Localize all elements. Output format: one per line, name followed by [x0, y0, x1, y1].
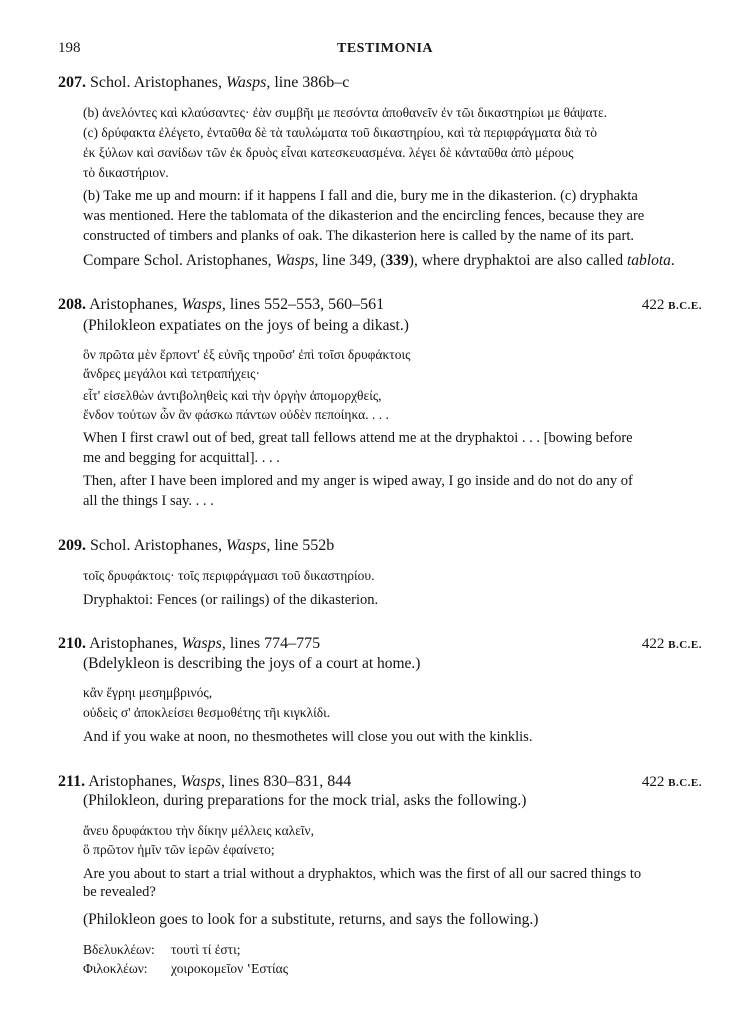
entry-subtitle: (Bdelykleon is describing the joys of a court at home.): [83, 655, 421, 672]
date-label: 422 B.C.E.: [641, 636, 702, 652]
translation-line: Dryphaktoi: Fences (or railings) of the dikasterion.: [83, 592, 379, 608]
translation-line: all the things I say. . . .: [83, 493, 214, 509]
translation-line: was mentioned. Here the tablomata of the dikasterion and the encircling fences, because they are: [83, 208, 645, 224]
entry-subtitle: (Philokleon expatiates on the joys of being a dikast.): [83, 317, 409, 334]
greek-line: ἄνδρες μεγάλοι καὶ τετραπήχεις·: [83, 366, 261, 381]
greek-line: ὃν πρῶτα μὲν ἕρποντ' ἐξ εὐνῆς τηροῦσ' ἐπὶ τοῖσι δρυφάκτοις: [83, 347, 411, 362]
stage-note: (Philokleon goes to look for a substitute, returns, and says the following.): [83, 911, 539, 928]
greek-line: (b) ἀνελόντες καὶ κλαύσαντες· ἐὰν συμβῆι με πεσόντα ἀποθανεῖν ἐν τῶι δικαστηρίωι με θάψατε.: [83, 105, 608, 120]
compare-note: Compare Schol. Aristophanes, Wasps, line 349, (339), where dryphaktoi are also called tablota.: [83, 252, 675, 269]
dialogue-line: τουτὶ τί ἐστι;: [171, 942, 241, 957]
greek-line: ἄνευ δρυφάκτου τὴν δίκην μέλλεις καλεῖν,: [83, 823, 314, 838]
entry-heading: 208. Aristophanes, Wasps, lines 552–553, 560–561: [58, 296, 385, 313]
dialogue-line: χοιροκομεῖον ʽΕστίας: [171, 961, 289, 976]
greek-line: ὃ πρῶτον ἡμῖν τῶν ἱερῶν ἐφαίνετο;: [83, 842, 275, 857]
date-label: 422 B.C.E.: [641, 774, 702, 790]
running-title: TESTIMONIA: [337, 41, 434, 56]
greek-line: εἶτ' εἰσελθὼν ἀντιβοληθεὶς καὶ τὴν ὀργὴν ἀπομορχθείς,: [83, 388, 382, 403]
greek-line: (c) δρύφακτα ἐλέγετο, ἐνταῦθα δὲ τὰ ταυλώματα τοῦ δικαστηρίου, καὶ τὰ περιφράγματα διὰ τὸ: [83, 125, 597, 140]
date-label: 422 B.C.E.: [641, 297, 702, 313]
greek-line: ἔνδον τούτων ὧν ἂν φάσκω πάντων οὐδὲν πεποίηκα. . . .: [83, 407, 389, 422]
entry-number: 207.: [58, 74, 86, 91]
page-number: 198: [58, 40, 81, 56]
translation-line: Then, after I have been implored and my anger is wiped away, I go inside and do not do any of: [83, 473, 633, 489]
entry-number: 209.: [58, 537, 86, 554]
entry-heading: 211. Aristophanes, Wasps, lines 830–831, 844: [58, 773, 352, 790]
translation-line: (b) Take me up and mourn: if it happens I fall and die, bury me in the dikasterion. (c) dryphakta: [83, 188, 638, 204]
translation-line: When I first crawl out of bed, great tall fellows attend me at the dryphaktoi . . . [bowing before: [83, 430, 633, 446]
translation-line: Are you about to start a trial without a dryphaktos, which was the first of all our sacred things to: [83, 866, 642, 882]
entry-heading: 209. Schol. Aristophanes, Wasps, line 552b: [58, 537, 335, 554]
entry-subtitle: (Philokleon, during preparations for the mock trial, asks the following.): [83, 792, 527, 809]
entry-number: 210.: [58, 635, 86, 652]
translation-line: constructed of timbers and planks of oak. The dikasterion here is called by the name of its part.: [83, 228, 634, 244]
entry-number: 211.: [58, 773, 86, 790]
entry-number: 208.: [58, 296, 86, 313]
dialogue-speaker: Φιλοκλέων:: [83, 961, 148, 976]
greek-line: οὐδεὶς σ' ἀποκλείσει θεσμοθέτης τῆι κιγκλίδι.: [83, 705, 331, 720]
greek-line: κἂν ἔγρηι μεσημβρινός,: [83, 685, 213, 700]
entry-heading: 207. Schol. Aristophanes, Wasps, line 386b–c: [58, 74, 350, 91]
translation-line: me and begging for acquittal]. . . .: [83, 450, 280, 466]
greek-line: ἐκ ξύλων καὶ σανίδων τῶν ἐκ δρυὸς εἶναι κατεσκευασμένα. λέγει δὲ κἀνταῦθα ἀπὸ μέρους: [83, 145, 574, 160]
greek-line: τοῖς δρυφάκτοις· τοῖς περιφράγμασι τοῦ δικαστηρίου.: [83, 568, 375, 583]
greek-line: τὸ δικαστήριον.: [83, 165, 169, 180]
entry-heading: 210. Aristophanes, Wasps, lines 774–775: [58, 635, 321, 652]
translation-line: be revealed?: [83, 884, 156, 900]
translation-line: And if you wake at noon, no thesmothetes will close you out with the kinklis.: [83, 729, 533, 745]
dialogue-speaker: Βδελυκλέων:: [83, 942, 155, 957]
